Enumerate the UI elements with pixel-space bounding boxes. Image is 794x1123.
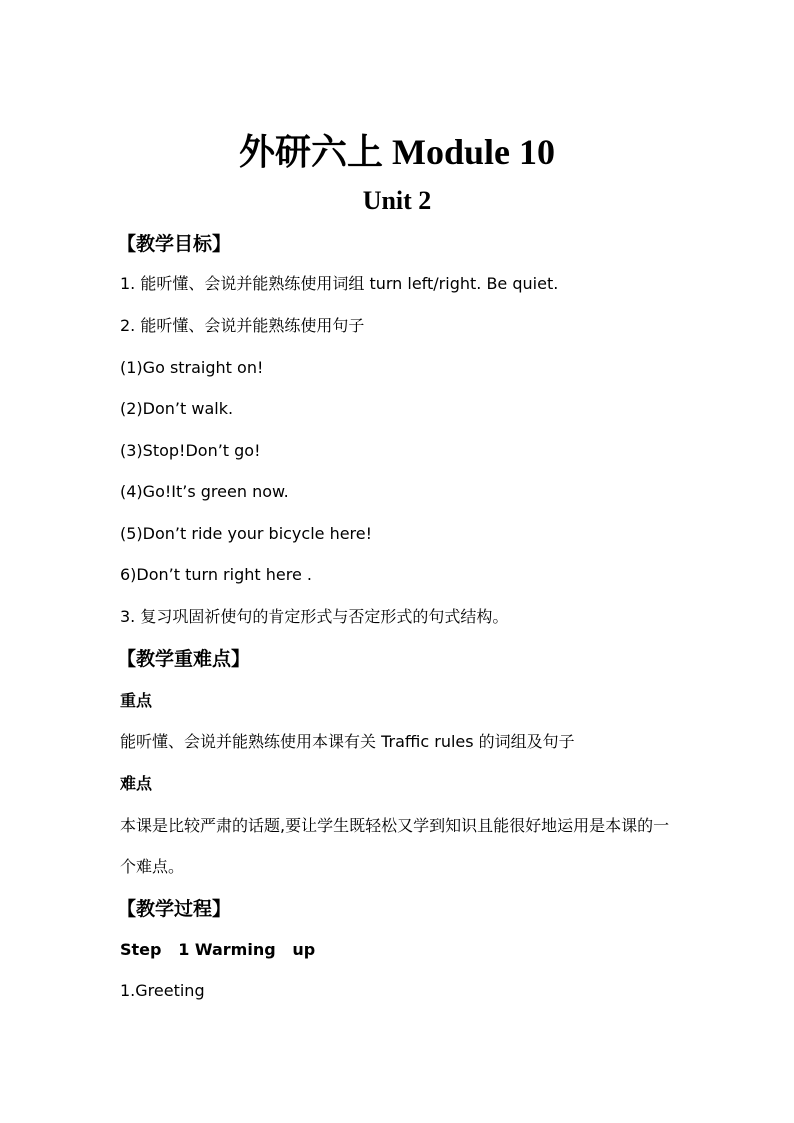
section-heading-process: 【教学过程】 xyxy=(117,898,232,920)
difficulty-text-line-2: 个难点。 xyxy=(120,857,185,876)
objective-sentence-4: (4)Go!It’s green now. xyxy=(120,482,289,501)
objective-line-2: 2. 能听懂、会说并能熟练使用句子 xyxy=(120,316,365,335)
document-title: 外研六上 Module 10 xyxy=(238,132,555,172)
key-point-label: 重点 xyxy=(120,691,153,710)
step-1-heading: Step 1 Warming up xyxy=(120,940,316,959)
difficulty-text-line-1: 本课是比较严肃的话题,要让学生既轻松又学到知识且能很好地运用是本课的一 xyxy=(120,816,670,835)
greeting-line: 1.Greeting xyxy=(120,981,205,1000)
difficulty-label: 难点 xyxy=(120,774,153,793)
objective-line-3: 3. 复习巩固祈使句的肯定形式与否定形式的句式结构。 xyxy=(120,607,509,626)
objective-sentence-3: (3)Stop!Don’t go! xyxy=(120,441,261,460)
objective-sentence-6: 6)Don’t turn right here . xyxy=(120,565,312,584)
objective-sentence-1: (1)Go straight on! xyxy=(120,358,264,377)
key-point-text: 能听懂、会说并能熟练使用本课有关 Traffic rules 的词组及句子 xyxy=(120,732,575,751)
section-heading-key-points: 【教学重难点】 xyxy=(117,648,251,670)
objective-line-1: 1. 能听懂、会说并能熟练使用词组 turn left/right. Be quiet. xyxy=(120,274,559,293)
objective-sentence-2: (2)Don’t walk. xyxy=(120,399,234,418)
section-heading-objectives: 【教学目标】 xyxy=(117,233,232,255)
document-subtitle: Unit 2 xyxy=(362,186,432,215)
objective-sentence-5: (5)Don’t ride your bicycle here! xyxy=(120,524,373,543)
